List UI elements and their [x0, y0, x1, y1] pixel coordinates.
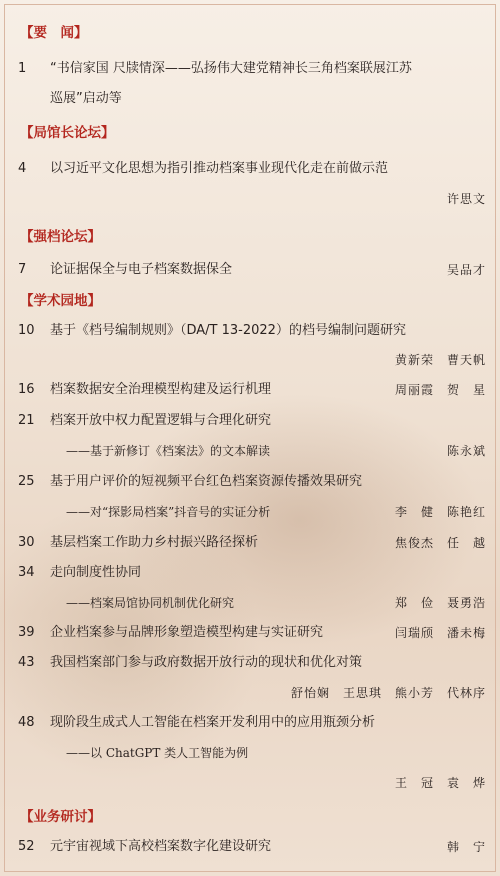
page-number: 52 — [18, 839, 35, 854]
entry-title: “书信家国 尺牍情深——弘扬伟大建党精神长三角档案联展江苏 — [50, 61, 412, 76]
entry-authors: 吴品才 — [446, 263, 486, 277]
page-number: 21 — [18, 413, 35, 428]
toc-authors-10 — [0, 349, 500, 371]
section-header-news: 【要 闻】 — [20, 25, 88, 41]
toc-entry-52[interactable] — [0, 836, 500, 858]
toc-entry-16[interactable] — [0, 379, 500, 401]
toc-entry-7[interactable] — [0, 259, 500, 281]
entry-authors: 周丽霞 贺 星 — [394, 383, 486, 397]
entry-authors: 陈永斌 — [446, 444, 486, 458]
page-number: 25 — [18, 474, 35, 489]
toc-authors-4 — [0, 188, 500, 210]
toc-entry-48[interactable] — [0, 712, 500, 734]
entry-authors: 王 冠 袁 烨 — [394, 776, 486, 790]
toc-subtitle-48 — [0, 742, 500, 764]
entry-subtitle: ——档案局馆协同机制优化研究 — [66, 596, 235, 610]
entry-title: 以习近平文化思想为指引推动档案事业现代化走在前做示范 — [50, 161, 389, 176]
toc-entry-1[interactable] — [0, 58, 500, 80]
page-number: 34 — [18, 565, 35, 580]
page-number: 4 — [18, 161, 27, 176]
toc-entry-10[interactable] — [0, 320, 500, 342]
entry-title-continued: 巡展”启动等 — [50, 91, 122, 106]
entry-title: 我国档案部门参与政府数据开放行动的现状和优化对策 — [50, 655, 363, 670]
entry-subtitle: ——以 ChatGPT 类人工智能为例 — [66, 746, 249, 760]
toc-entry-21[interactable] — [0, 410, 500, 432]
entry-authors: 舒怡娴 王思琪 熊小芳 代林序 — [290, 686, 486, 700]
entry-authors: 李 健 陈艳红 — [394, 505, 486, 519]
page-number: 43 — [18, 655, 35, 670]
entry-title: 元宇宙视域下高校档案数字化建设研究 — [50, 839, 272, 854]
entry-title: 企业档案参与品牌形象塑造模型构建与实证研究 — [50, 625, 324, 640]
page-number: 16 — [18, 382, 35, 397]
entry-title: 基于《档号编制规则》（DA/T 13-2022）的档号编制问题研究 — [50, 323, 406, 338]
toc-entry-4[interactable] — [0, 158, 500, 180]
toc-entry-39[interactable] — [0, 622, 500, 644]
section-header-academic: 【学术园地】 — [20, 293, 101, 309]
entry-authors: 许思文 — [446, 192, 486, 206]
section-header-strong: 【强档论坛】 — [20, 229, 101, 245]
entry-authors: 郑 俭 聂勇浩 — [394, 596, 486, 610]
entry-authors: 焦俊杰 任 越 — [394, 536, 486, 550]
toc-subtitle-21 — [0, 440, 500, 462]
page-number: 30 — [18, 535, 35, 550]
entry-title: 论证据保全与电子档案数据保全 — [50, 262, 233, 277]
entry-title: 走向制度性协同 — [50, 565, 142, 580]
entry-title: 现阶段生成式人工智能在档案开发利用中的应用瓶颈分析 — [50, 715, 376, 730]
page-number: 1 — [18, 61, 27, 76]
toc-entry-1-continued[interactable] — [0, 88, 500, 110]
toc-authors-43 — [0, 682, 500, 704]
toc-entry-34[interactable] — [0, 562, 500, 584]
page-number: 7 — [18, 262, 27, 277]
toc-subtitle-25 — [0, 501, 500, 523]
section-header-business: 【业务研讨】 — [20, 809, 101, 825]
entry-subtitle: ——对“探影局档案”抖音号的实证分析 — [66, 505, 271, 519]
section-header-director: 【局馆长论坛】 — [20, 125, 115, 141]
toc-entry-43[interactable] — [0, 652, 500, 674]
page-number: 48 — [18, 715, 35, 730]
toc-subtitle-34 — [0, 592, 500, 614]
entry-title: 档案数据安全治理模型构建及运行机理 — [50, 382, 272, 397]
toc-entry-30[interactable] — [0, 532, 500, 554]
entry-title: 基于用户评价的短视频平台红色档案资源传播效果研究 — [50, 474, 363, 489]
page-number: 10 — [18, 323, 35, 338]
toc-authors-48 — [0, 772, 500, 794]
entry-authors: 韩 宁 — [446, 840, 486, 854]
entry-title: 档案开放中权力配置逻辑与合理化研究 — [50, 413, 272, 428]
entry-title: 基层档案工作助力乡村振兴路径探析 — [50, 535, 259, 550]
entry-subtitle: ——基于新修订《档案法》的文本解读 — [66, 444, 271, 458]
toc-entry-25[interactable] — [0, 471, 500, 493]
page-number: 39 — [18, 625, 35, 640]
entry-authors: 黄新荣 曹天帆 — [394, 353, 486, 367]
entry-authors: 闫瑞颀 潘未梅 — [394, 626, 486, 640]
